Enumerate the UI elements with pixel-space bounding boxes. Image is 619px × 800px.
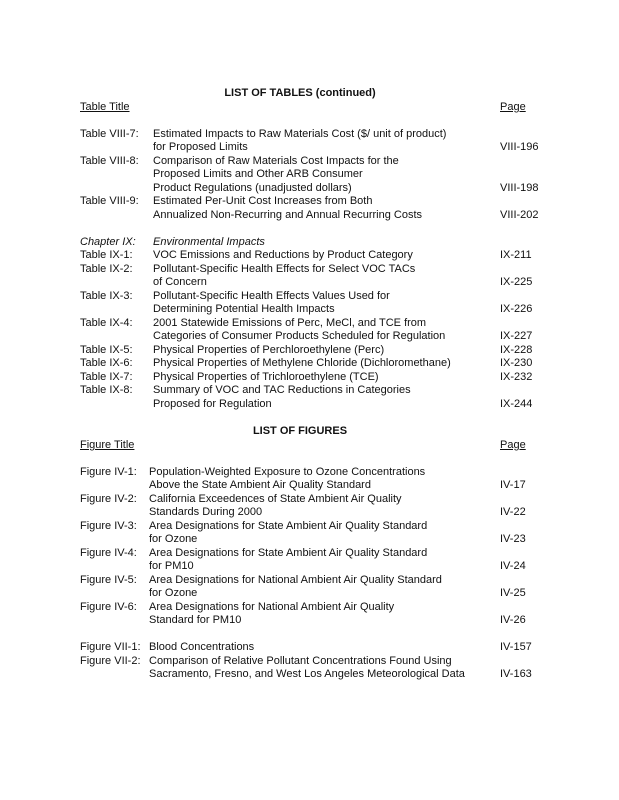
entry-title: Proposed for Regulation [153, 397, 272, 410]
toc-entry[interactable] [80, 290, 540, 317]
entry-label: Figure IV-1: [80, 465, 137, 478]
toc-entry-line [80, 344, 540, 358]
toc-entry[interactable] [80, 520, 540, 547]
entry-title: Standards During 2000 [149, 506, 263, 518]
toc-entry[interactable] [80, 155, 540, 196]
entry-title: Pollutant-Specific Health Effects for Select VOC TACs [153, 262, 416, 275]
toc-entry[interactable] [80, 601, 540, 628]
toc-entry-line [80, 276, 540, 290]
entry-title: Pollutant-Specific Health Effects Values Used for [153, 289, 390, 302]
entry-label: Figure IV-4: [80, 546, 137, 559]
tables-list [80, 128, 540, 412]
entry-title: Product Regulations (unadjusted dollars) [153, 181, 352, 194]
entry-title: of Concern [153, 276, 207, 288]
entry-page: IX-226 [500, 303, 533, 315]
toc-entry-line [80, 195, 540, 209]
toc-entry-line [80, 317, 540, 331]
list-of-figures-heading: LIST OF FIGURES [252, 425, 348, 437]
toc-entry-line [80, 330, 540, 344]
toc-entry[interactable] [80, 655, 540, 682]
chapter-label: Chapter IX: [80, 235, 136, 248]
entry-label: Figure IV-5: [80, 573, 137, 586]
toc-entry[interactable] [80, 384, 540, 411]
entry-page: IV-26 [500, 614, 526, 626]
entry-page: VIII-196 [500, 141, 539, 153]
toc-entry-line [80, 209, 540, 223]
entry-page: IV-157 [500, 641, 532, 653]
toc-entry[interactable] [80, 357, 540, 371]
toc-entry-line [80, 249, 540, 263]
toc-entry-line [80, 182, 540, 196]
entry-label: Table IX-5: [80, 343, 133, 356]
entry-label: Table IX-7: [80, 370, 133, 383]
entry-title: Area Designations for National Ambient Air Quality [149, 600, 395, 613]
toc-entry-line [80, 601, 540, 615]
figure-title-column-label: Figure Title [80, 439, 135, 451]
page-column-label: Page [500, 101, 526, 113]
entry-page: IV-24 [500, 560, 526, 572]
toc-entry[interactable] [80, 263, 540, 290]
toc-entry-line [80, 668, 540, 682]
toc-entry-line [80, 357, 540, 371]
toc-section [80, 236, 540, 412]
toc-entry-line [80, 155, 540, 169]
toc-entry-line [80, 263, 540, 277]
entry-title: Determining Potential Health Impacts [153, 303, 335, 315]
entry-label: Table VIII-9: [80, 195, 139, 207]
toc-entry-line [80, 479, 540, 493]
toc-entry-line [80, 141, 540, 155]
figures-block [80, 424, 540, 682]
entry-title: 2001 Statewide Emissions of Perc, MeCl, and TCE from [153, 316, 427, 329]
entry-page: IX-228 [500, 343, 533, 356]
entry-label: Figure IV-3: [80, 519, 137, 532]
entry-label: Table VIII-8: [80, 154, 139, 167]
toc-entry-line [80, 655, 540, 669]
entry-label: Table IX-3: [80, 289, 133, 302]
entry-title: Area Designations for State Ambient Air Quality Standard [149, 519, 428, 532]
entry-page: IV-17 [500, 479, 526, 491]
figures-column-header [80, 438, 540, 452]
toc-section [80, 641, 540, 682]
entry-label: Figure VII-1: [80, 641, 141, 653]
toc-entry-line [80, 587, 540, 601]
entry-title: Physical Properties of Perchloroethylene (Perc) [153, 343, 385, 356]
entry-title: Area Designations for National Ambient Air Quality Standard [149, 573, 442, 586]
entry-title: VOC Emissions and Reductions by Product Category [153, 249, 413, 261]
entry-page: IX-230 [500, 357, 533, 369]
entry-title: Sacramento, Fresno, and West Los Angeles Meteorological Data [149, 668, 465, 680]
toc-entry-line [80, 384, 540, 398]
toc-entry[interactable] [80, 128, 540, 155]
entry-page: IX-225 [500, 276, 533, 288]
toc-entry-line [80, 506, 540, 520]
toc-entry[interactable] [80, 574, 540, 601]
entry-title: Population-Weighted Exposure to Ozone Concentrations [149, 465, 426, 478]
chapter-heading [80, 236, 540, 250]
toc-entry[interactable] [80, 344, 540, 358]
entry-title: Comparison of Relative Pollutant Concentrations Found Using [149, 654, 452, 667]
entry-title: Physical Properties of Trichloroethylene (TCE) [153, 370, 379, 383]
entry-page: VIII-202 [500, 208, 539, 221]
entry-title: Summary of VOC and TAC Reductions in Categories [153, 384, 411, 396]
entry-label: Table IX-2: [80, 262, 133, 275]
toc-entry-line [80, 398, 540, 412]
toc-entry-line [80, 128, 540, 142]
toc-entry-line [80, 560, 540, 574]
entry-page: IX-244 [500, 397, 533, 410]
toc-entry[interactable] [80, 317, 540, 344]
entry-title: Physical Properties of Methylene Chloride (Dichloromethane) [153, 357, 451, 369]
toc-entry[interactable] [80, 493, 540, 520]
entry-page: IX-227 [500, 330, 533, 342]
toc-entry-line [80, 493, 540, 507]
entry-label: Table IX-8: [80, 384, 133, 396]
toc-entry-line [80, 641, 540, 655]
page-column-label: Page [500, 439, 526, 451]
entry-title: Comparison of Raw Materials Cost Impacts for the [153, 154, 399, 167]
entry-page: IX-211 [500, 249, 532, 261]
entry-title: Estimated Per-Unit Cost Increases from Both [153, 195, 373, 207]
list-of-tables-heading: LIST OF TABLES (continued) [224, 87, 376, 99]
entry-title: California Exceedences of State Ambient Air Quality [149, 492, 402, 505]
toc-entry-line [80, 168, 540, 182]
table-title-column-label: Table Title [80, 101, 130, 113]
entry-page: VIII-198 [500, 181, 539, 194]
figures-list [80, 466, 540, 682]
toc-entry-line [80, 466, 540, 480]
entry-label: Table VIII-7: [80, 127, 139, 140]
entry-label: Figure IV-6: [80, 600, 137, 613]
toc-entry[interactable] [80, 195, 540, 222]
entry-label: Table IX-6: [80, 357, 133, 369]
toc-entry[interactable] [80, 547, 540, 574]
toc-entry-line [80, 533, 540, 547]
toc-entry-line [80, 547, 540, 561]
toc-entry-line [80, 520, 540, 534]
entry-label: Table IX-4: [80, 316, 133, 329]
entry-page: IV-22 [500, 506, 526, 518]
entry-page: IV-23 [500, 533, 526, 545]
entry-page: IV-25 [500, 587, 526, 599]
entry-title: Above the State Ambient Air Quality Standard [149, 479, 371, 491]
entry-label: Figure IV-2: [80, 492, 137, 505]
toc-entry[interactable] [80, 249, 540, 263]
entry-title: for Ozone [149, 587, 198, 599]
entry-title: for Proposed Limits [153, 141, 248, 153]
toc-entry-line [80, 290, 540, 304]
entry-page: IX-232 [500, 370, 533, 383]
toc-entry[interactable] [80, 641, 540, 655]
entry-title: Standard for PM10 [149, 614, 242, 626]
entry-title: for PM10 [149, 560, 194, 572]
toc-section [80, 128, 540, 223]
entry-title: Area Designations for State Ambient Air Quality Standard [149, 546, 428, 559]
toc-section [80, 466, 540, 628]
entry-label: Figure VII-2: [80, 654, 141, 667]
toc-entry-line [80, 303, 540, 317]
toc-entry[interactable] [80, 371, 540, 385]
entry-title: Blood Concentrations [149, 641, 255, 653]
entry-title: Annualized Non-Recurring and Annual Recurring Costs [153, 208, 423, 221]
entry-title: Estimated Impacts to Raw Materials Cost ($/ unit of product) [153, 127, 447, 140]
toc-entry-line [80, 574, 540, 588]
entry-title: Categories of Consumer Products Scheduled for Regulation [153, 330, 446, 342]
entry-title: for Ozone [149, 533, 198, 545]
toc-entry[interactable] [80, 466, 540, 493]
entry-title: Proposed Limits and Other ARB Consumer [153, 168, 363, 180]
chapter-title: Environmental Impacts [153, 235, 265, 248]
tables-column-header [80, 100, 540, 114]
document-page [80, 86, 540, 682]
entry-label: Table IX-1: [80, 249, 133, 261]
entry-page: IV-163 [500, 668, 532, 680]
toc-entry-line [80, 614, 540, 628]
toc-entry-line [80, 371, 540, 385]
